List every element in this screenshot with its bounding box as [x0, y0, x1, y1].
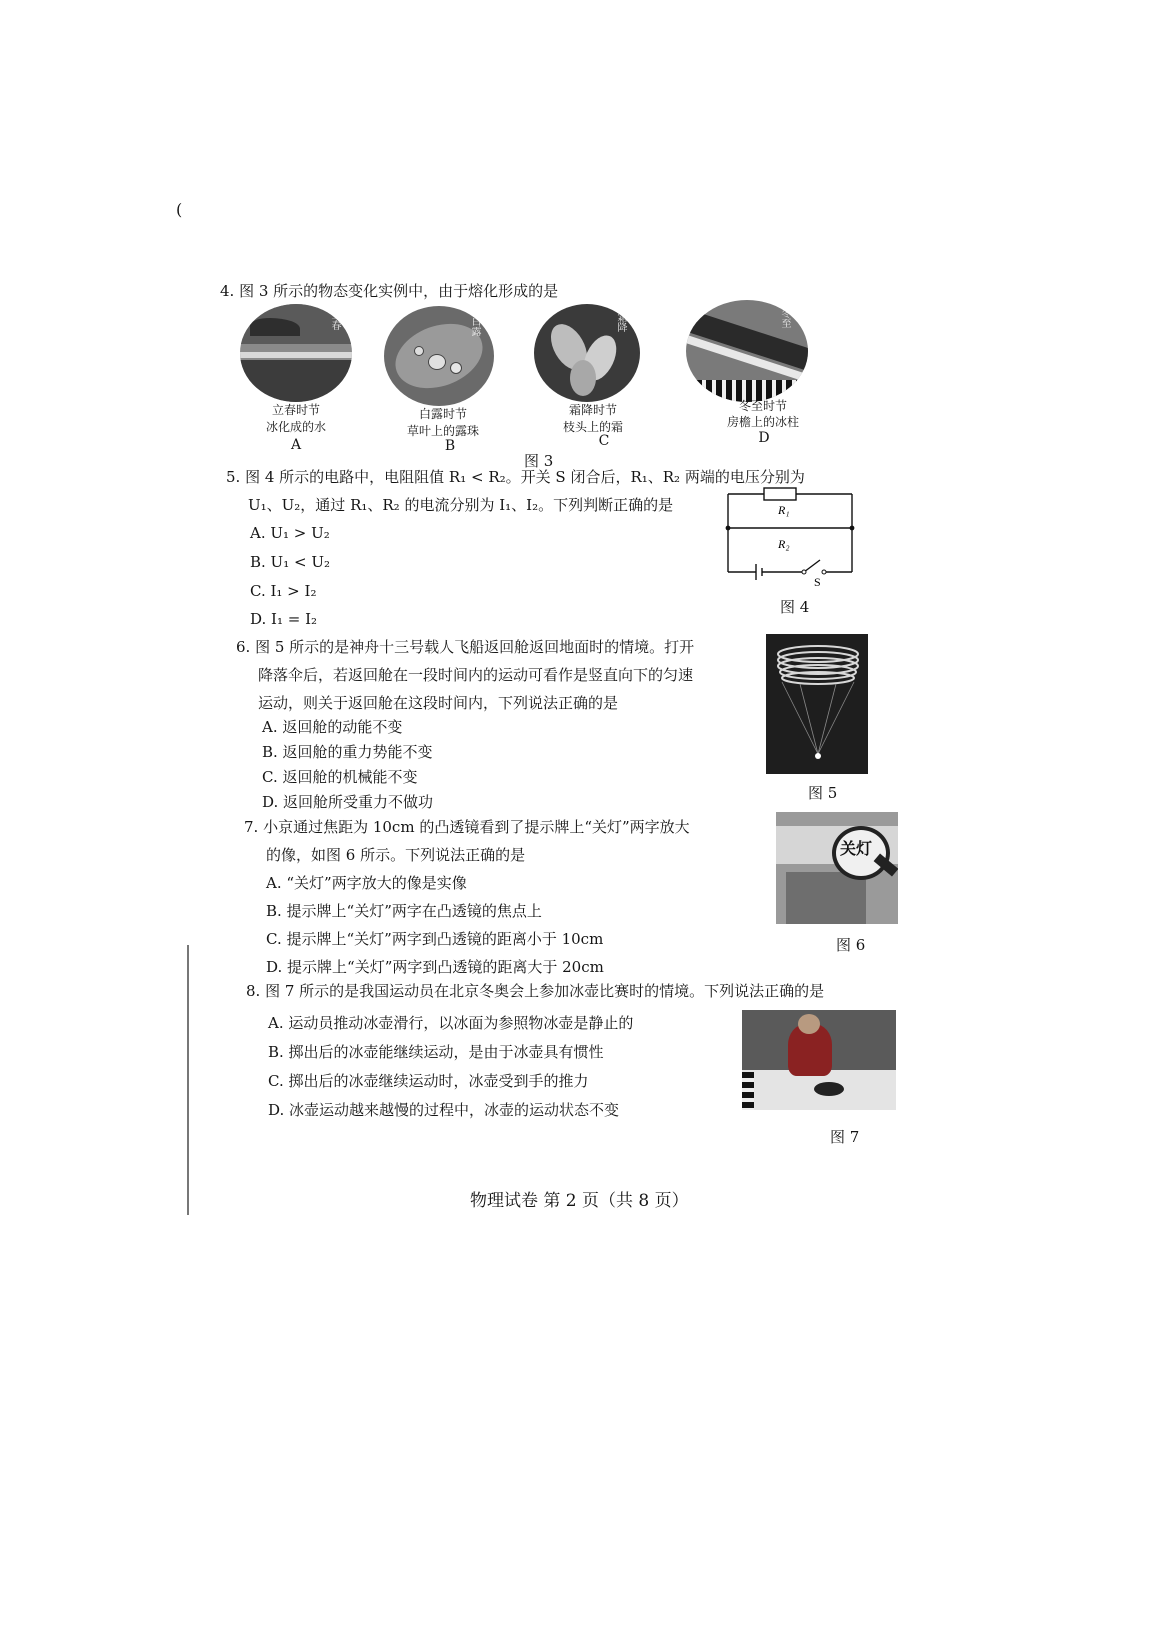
q8-option-d: D. 冰壶运动越来越慢的过程中，冰壶的运动状态不变: [268, 1101, 620, 1119]
q7-option-a: A. “关灯”两字放大的像是实像: [266, 874, 467, 892]
q5-circuit-diagram: [720, 480, 860, 588]
q5-option-d: D. I₁ = I₂: [250, 610, 318, 628]
q4-image-c: [534, 304, 640, 402]
q8-line1: 8. 图 7 所示的是我国运动员在北京冬奥会上参加冰壶比赛时的情境。下列说法正确的是: [246, 982, 825, 1000]
q4-image-a-tag: 立春: [329, 310, 340, 330]
q8-option-c: C. 掷出后的冰壶继续运动时，冰壶受到手的推力: [268, 1072, 589, 1090]
q6-option-d: D. 返回舱所受重力不做功: [262, 793, 434, 811]
q4-caption-a-2: 冰化成的水: [265, 420, 326, 434]
q8-option-b: B. 掷出后的冰壶能继续运动，是由于冰壶具有惯性: [268, 1043, 604, 1061]
q4-image-d: [686, 300, 808, 402]
q7-figure-label: 图 6: [836, 936, 866, 954]
q4-figure-label: 图 3: [524, 452, 554, 470]
q4-letter-c: C: [598, 433, 610, 449]
q6-line1: 6. 图 5 所示的是神舟十三号载人飞船返回舱返回地面时的情境。打开: [236, 638, 695, 656]
q6-figure-label: 图 5: [808, 784, 838, 802]
q4-image-c-tag: 霜降: [615, 312, 626, 332]
q5-line1: 5. 图 4 所示的电路中，电阻阻值 R₁ < R₂。开关 S 闭合后，R₁、R₂ 两端的电压分别为: [226, 468, 805, 486]
q4-caption-d-1: 冬至时节: [738, 399, 787, 413]
q4-image-a: [240, 304, 352, 402]
q5-option-b: B. U₁ < U₂: [250, 553, 330, 571]
q4-caption-c-1: 霜降时节: [568, 403, 617, 417]
q5-option-c: C. I₁ > I₂: [250, 582, 317, 600]
q4-caption-b-2: 草叶上的露珠: [406, 424, 479, 438]
switch-label: S: [814, 575, 821, 588]
q4-stem: 4. 图 3 所示的物态变化实例中，由于熔化形成的是: [220, 282, 559, 300]
page-footer: 物理试卷 第 2 页（共 8 页）: [470, 1191, 689, 1211]
q6-parachute-photo: [766, 634, 868, 774]
q5-option-a: A. U₁ > U₂: [250, 524, 330, 542]
q4-letter-a: A: [290, 437, 302, 453]
q8-figure-label: 图 7: [830, 1128, 860, 1146]
q6-line3: 运动，则关于返回舱在这段时间内，下列说法正确的是: [258, 694, 619, 712]
q7-option-c: C. 提示牌上“关灯”两字到凸透镜的距离小于 10cm: [266, 930, 604, 948]
q7-lens-photo: [776, 812, 898, 924]
q6-line2: 降落伞后，若返回舱在一段时间内的运动可看作是竖直向下的匀速: [258, 666, 694, 684]
q4-image-d-tag: 冬至: [779, 308, 790, 328]
q8-curling-photo: [742, 1010, 896, 1110]
q4-caption-c-2: 枝头上的霜: [562, 420, 623, 434]
q5-line2: U₁、U₂，通过 R₁、R₂ 的电流分别为 I₁、I₂。下列判断正确的是: [248, 496, 674, 514]
q7-option-d: D. 提示牌上“关灯”两字到凸透镜的距离大于 20cm: [266, 958, 604, 976]
q4-image-b: [384, 306, 494, 406]
r1-label: R₁: [778, 503, 790, 517]
q7-option-b: B. 提示牌上“关灯”两字在凸透镜的焦点上: [266, 902, 542, 920]
scan-artifact-line: [187, 945, 189, 1215]
q4-caption-a-1: 立春时节: [271, 403, 320, 417]
q8-option-a: A. 运动员推动冰壶滑行，以冰面为参照物冰壶是静止的: [268, 1014, 634, 1032]
q5-figure-label: 图 4: [780, 598, 810, 616]
q7-line1: 7. 小京通过焦距为 10cm 的凸透镜看到了提示牌上“关灯”两字放大: [244, 818, 690, 836]
q4-letter-b: B: [444, 438, 456, 454]
q6-option-c: C. 返回舱的机械能不变: [262, 768, 418, 786]
r2-label: R₂: [778, 537, 790, 551]
q4-image-b-tag: 白露: [469, 316, 480, 336]
q4-letter-d: D: [758, 430, 770, 446]
q7-sign-text: 关灯: [840, 839, 873, 858]
switch-lever: [804, 560, 820, 572]
q6-option-b: B. 返回舱的重力势能不变: [262, 743, 433, 761]
r1-resistor: [764, 488, 796, 500]
q4-caption-d-2: 房檐上的冰柱: [726, 415, 799, 429]
q7-line2: 的像，如图 6 所示。下列说法正确的是: [266, 846, 526, 864]
q4-caption-b-1: 白露时节: [418, 407, 467, 421]
margin-mark: (: [176, 200, 183, 219]
q6-option-a: A. 返回舱的动能不变: [262, 718, 403, 736]
